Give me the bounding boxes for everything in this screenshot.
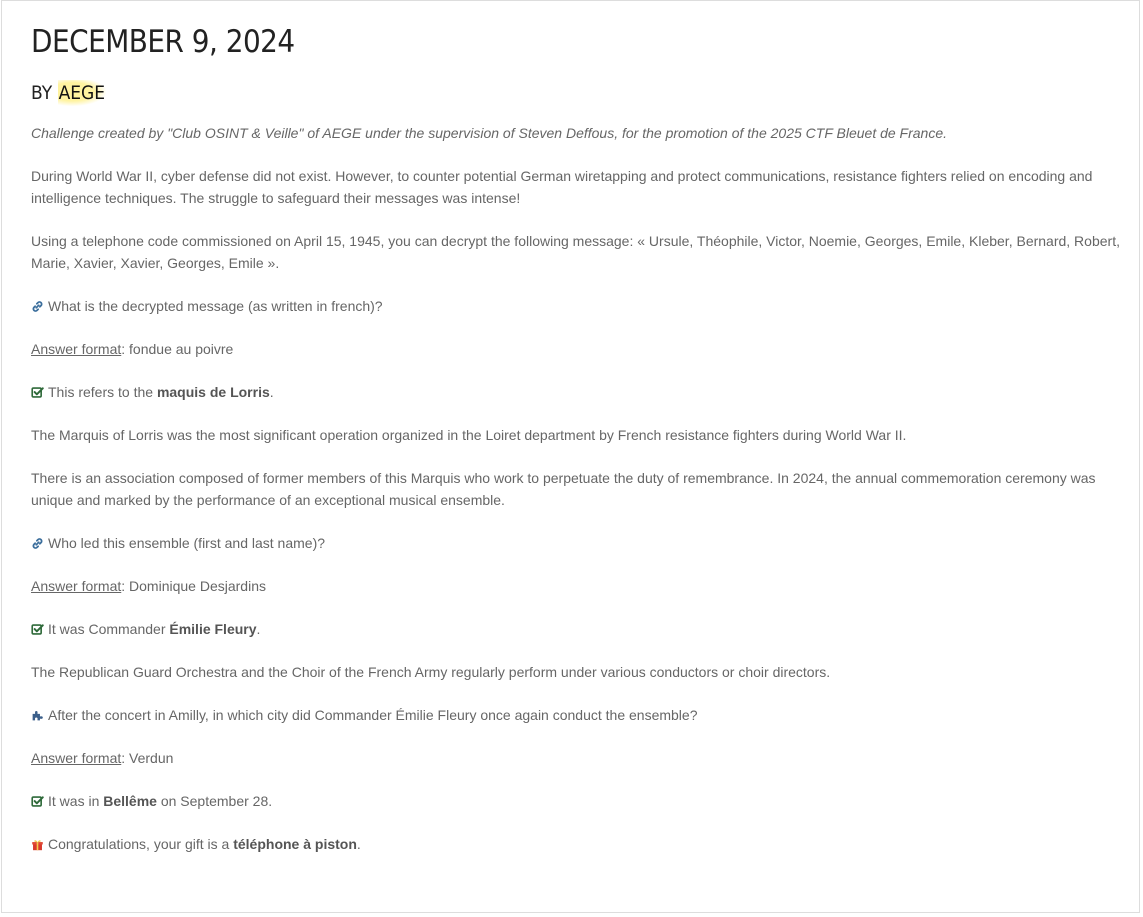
lorris-paragraph-2: There is an association composed of former members of this Marquis who work to perpetuate the duty of remembrance. In 2024, the annual commemoration ceremony was unique and marked by the performance of an exceptional musical ensemble. (31, 470, 1096, 508)
answer-2-value: Émilie Fleury (169, 621, 257, 637)
answer-format-value: : Dominique Desjardins (121, 578, 266, 594)
post-card (1, 0, 1140, 913)
answer-3 (31, 790, 1121, 812)
question-2-text: Who led this ensemble (first and last name)? (48, 535, 326, 551)
gift-suffix: . (356, 836, 361, 852)
answer-2-prefix: It was Commander (48, 621, 170, 637)
challenge-credit (31, 122, 1121, 144)
question-1-text: What is the decrypted message (as written in french)? (48, 298, 383, 314)
answer-1-value: maquis de Lorris (156, 384, 270, 400)
answer-2-suffix: . (256, 621, 261, 637)
question-3 (31, 704, 1121, 726)
answer-2 (31, 618, 1121, 640)
puzzle-icon (31, 709, 44, 722)
check-square-icon (31, 623, 44, 636)
context-paragraph: During World War II, cyber defense did not exist. However, to counter potential German wiretapping and protect communications, resistance fighters relied on encoding and intelligence techniques. The struggle to safeguard their messages was intense! (31, 168, 1093, 206)
link-icon (31, 537, 44, 550)
answer-3-suffix: on September 28. (156, 793, 273, 809)
orchestra-paragraph: The Republican Guard Orchestra and the Choir of the French Army regularly perform under various conductors or choir directors. (31, 664, 831, 680)
check-square-icon (31, 795, 44, 808)
answer-format-value: : fondue au poivre (121, 341, 234, 357)
link-icon (31, 300, 44, 313)
answer-format-label: Answer format (31, 578, 122, 594)
gift-paragraph (31, 833, 1121, 855)
answer-format-3 (31, 747, 1121, 769)
challenge-credit-text: Challenge created by "Club OSINT & Veille" of AEGE under the supervision of Steven Deffous, for the promotion of the 2025 CTF Bleuet de France. (31, 125, 948, 141)
author-link[interactable]: AEGE (58, 82, 106, 104)
answer-format-2 (31, 575, 1121, 597)
post-date: DECEMBER 9, 2024 (31, 24, 295, 60)
answer-format-1 (31, 338, 1121, 360)
answer-format-label: Answer format (31, 750, 122, 766)
byline (31, 80, 106, 106)
answer-3-value: Bellême (103, 793, 157, 809)
answer-1-prefix: This refers to the (48, 384, 157, 400)
answer-1 (31, 381, 1121, 403)
answer-format-value: : Verdun (121, 750, 174, 766)
gift-icon (31, 838, 44, 851)
answer-3-prefix: It was in (48, 793, 104, 809)
answer-format-label: Answer format (31, 341, 122, 357)
gift-prefix: Congratulations, your gift is a (48, 836, 234, 852)
question-2 (31, 532, 1121, 554)
check-square-icon (31, 386, 44, 399)
byline-prefix: BY (31, 82, 58, 104)
question-3-text: After the concert in Amilly, in which city did Commander Émilie Fleury once again conduct the ensemble? (48, 707, 698, 723)
gift-value: téléphone à piston (233, 836, 357, 852)
encoded-message-paragraph: Using a telephone code commissioned on April 15, 1945, you can decrypt the following message: « Ursule, Théophile, Victor, Noemie, Georges, Emile, Kleber, Bernard, Robert, Marie, Xavier, Xavier, Georges, Emile ». (31, 233, 1120, 271)
lorris-paragraph-1: The Marquis of Lorris was the most significant operation organized in the Loiret department by French resistance fighters during World War II. (31, 427, 907, 443)
answer-1-suffix: . (269, 384, 274, 400)
question-1 (31, 295, 1121, 317)
